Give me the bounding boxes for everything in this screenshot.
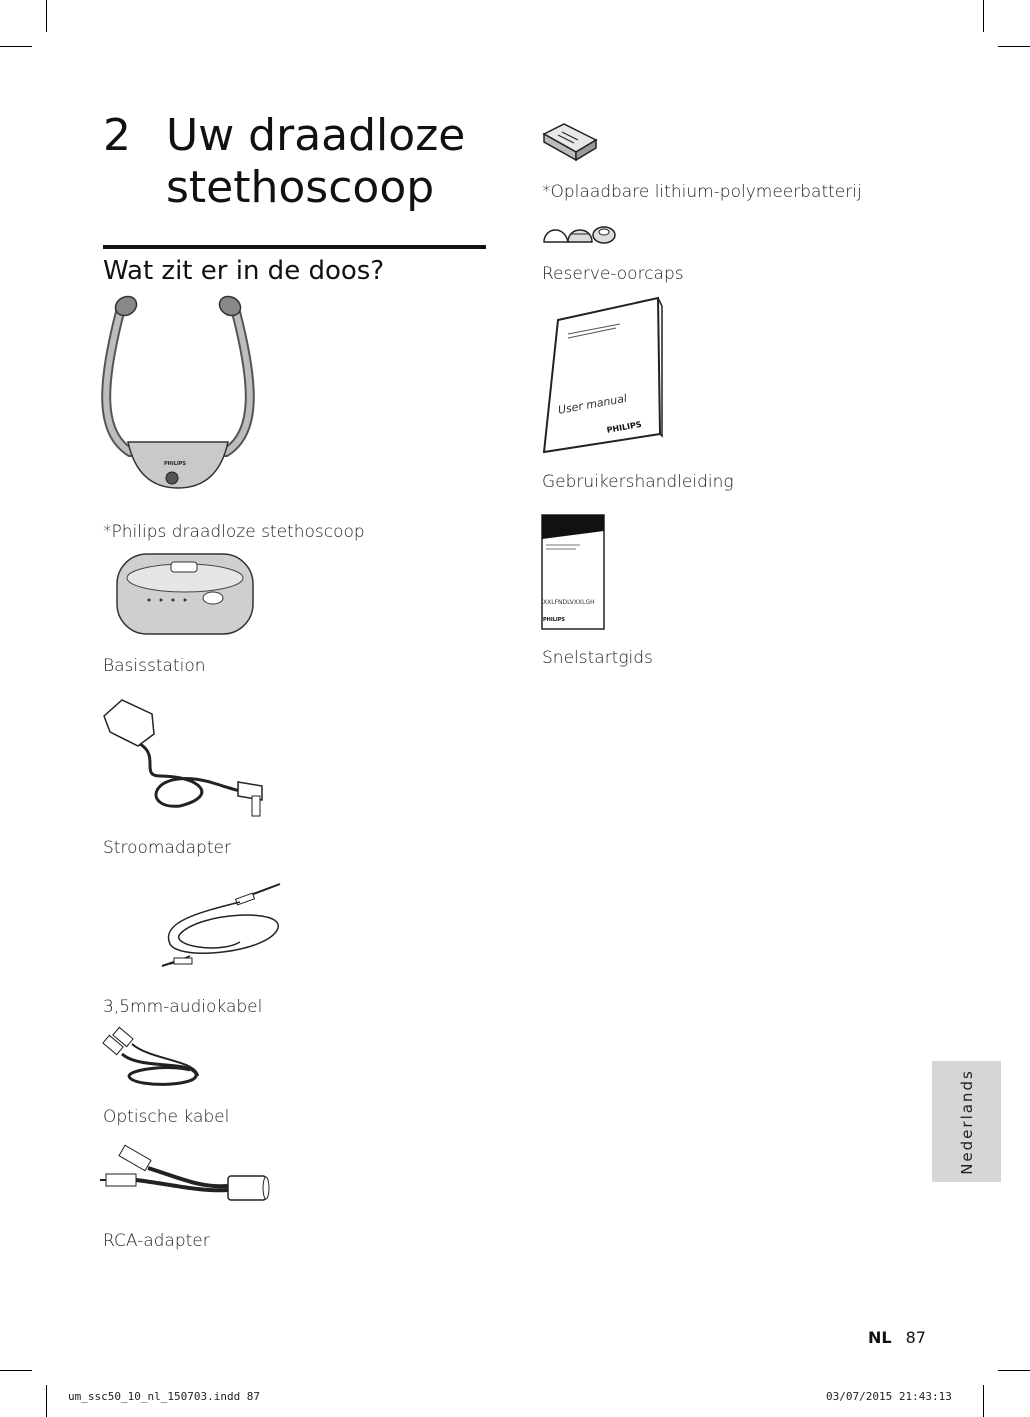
crop-mark [46,0,47,32]
crop-mark [0,46,32,47]
caption-audio-cable: 3,5mm-audiokabel [103,997,263,1017]
battery-icon [542,122,598,162]
crop-mark [983,1385,984,1417]
chapter-number: 2 [103,110,131,161]
caption-optical-cable: Optische kabel [103,1107,230,1127]
slug-file: um_ssc50_10_nl_150703.indd 87 [68,1390,261,1403]
caption-stethoscope: *Philips draadloze stethoscoop [103,522,365,542]
user-manual-icon [540,296,664,456]
power-adapter-icon [100,696,272,820]
quickstart-cover-text: XXLFNDLVXXLGH [543,599,595,606]
section-title: Wat zit er in de doos? [103,256,385,286]
caption-base-station: Basisstation [103,656,206,676]
crop-mark [46,1385,47,1417]
quickstart-cover-brand: PHILIPS [543,617,566,623]
footer-page: 87 [905,1328,926,1347]
caption-user-manual: Gebruikershandleiding [542,472,734,492]
audio-cable-icon [160,882,284,970]
caption-quick-start-guide: Snelstartgids [542,648,653,668]
optical-cable-icon [100,1030,204,1090]
caption-rca-adapter: RCA-adapter [103,1231,210,1251]
manual-cover-brand: PHILIPS [606,419,643,435]
caption-battery: *Oplaadbare lithium-polymeerbatterij [542,182,862,202]
section-rule [103,245,486,249]
crop-mark [0,1370,32,1371]
manual-cover-text: User manual [557,391,628,417]
caption-power-adapter: Stroomadapter [103,838,231,858]
footer-lang: NL [868,1328,892,1347]
headset-brand-label: PHILIPS [164,461,187,467]
language-tab [932,1061,1001,1182]
ear-caps-icon [542,222,618,244]
slug-datetime: 03/07/2015 21:43:13 [826,1390,952,1403]
crop-mark [998,46,1030,47]
chapter-title-line1: Uw draadloze [166,110,466,161]
crop-mark [983,0,984,32]
caption-ear-caps: Reserve-oorcaps [542,264,684,284]
quick-start-guide-icon [540,513,606,631]
language-tab-label: Nederlands [957,1068,976,1175]
crop-mark [998,1370,1030,1371]
chapter-title-line2: stethoscoop [166,162,435,213]
rca-adapter-icon [100,1148,272,1210]
page-number [868,1328,926,1347]
base-station-icon [115,550,255,636]
